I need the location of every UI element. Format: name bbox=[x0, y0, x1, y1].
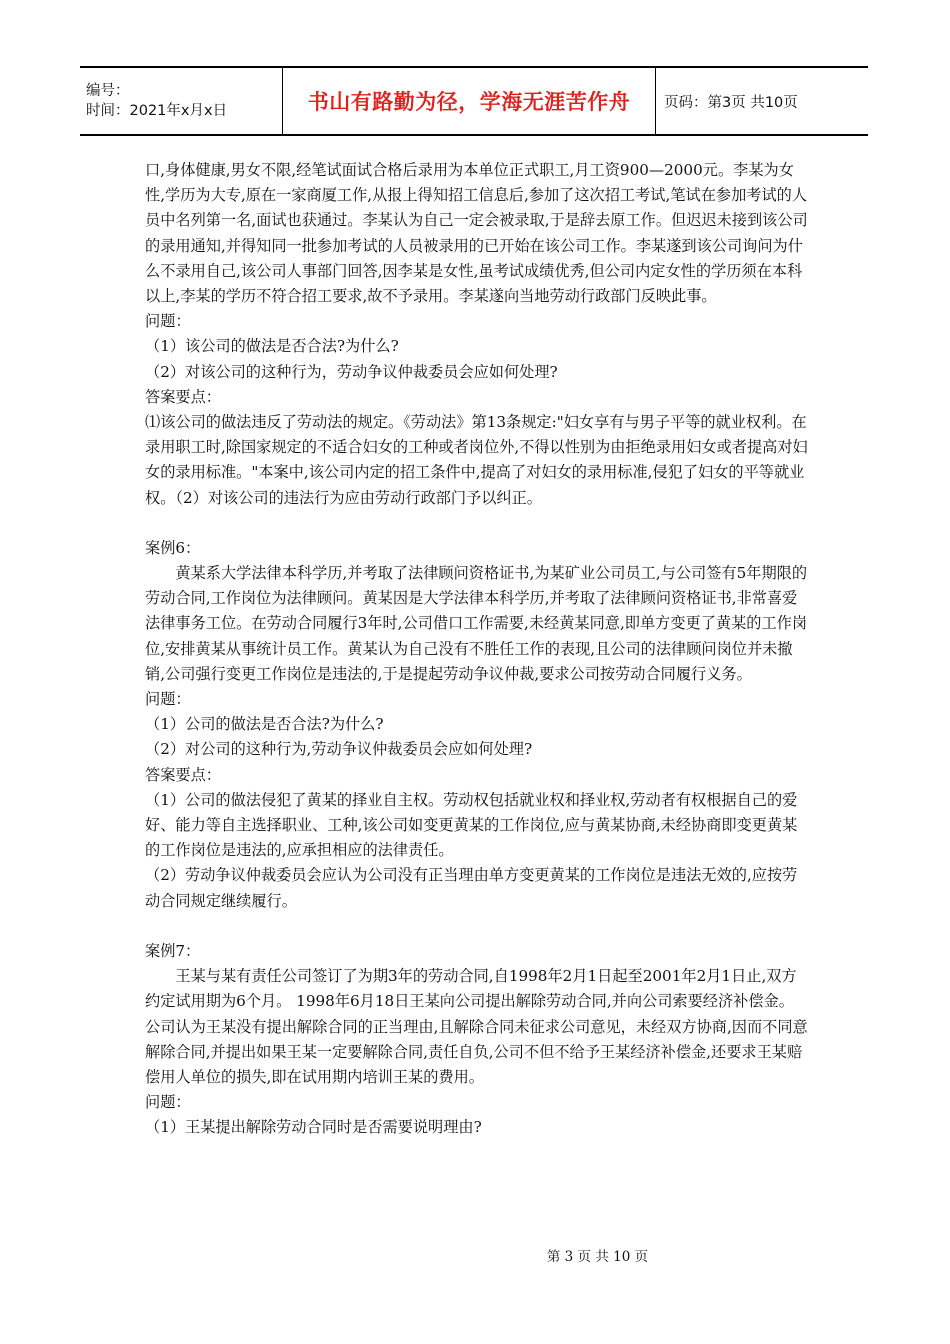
question-item: （2）对该公司的这种行为，劳动争议仲裁委员会应如何处理? bbox=[145, 362, 558, 381]
question-item: （1）该公司的做法是否合法?为什么? bbox=[145, 337, 399, 356]
page-header bbox=[80, 66, 868, 136]
page-footer bbox=[0, 1245, 950, 1265]
question-item: （1）公司的做法是否合法?为什么? bbox=[145, 715, 384, 734]
header-motto: 书山有路勤为径，学海无涯苦作舟 bbox=[283, 68, 656, 134]
answer-text: ⑴该公司的做法违反了劳动法的规定。《劳动法》第13条规定:"妇女享有与男子平等的就业权利。在录用职工时,除国家规定的不适合妇女的工种或者岗位外,不得以性别为由拒绝录用妇女或者提高对妇女的录用标准。"本案中,该公司内定的招工条件中,提高了对妇女的录用标准,侵犯了妇女的平等就业权。（2）对该公司的违法行为应由劳动行政部门予以纠正。 bbox=[145, 413, 808, 507]
question-label: 问题： bbox=[145, 690, 191, 709]
question-item: （1）王某提出解除劳动合同时是否需要说明理由? bbox=[145, 1118, 482, 1137]
answer-label: 答案要点： bbox=[145, 387, 221, 406]
number-label: 编号： bbox=[86, 83, 130, 99]
date-label: 时间：2021年x月x日 bbox=[86, 103, 228, 119]
answer-text: （1）公司的做法侵犯了黄某的择业自主权。劳动权包括就业权和择业权,劳动者有权根据自己的爱好、能力等自主选择职业、工种,该公司如变更黄某的工作岗位,应与黄某协商,未经协商即变更黄某的工作岗位是违法的,应承担相应的法律责任。 bbox=[145, 790, 798, 860]
footer-page-number: 第 3 页 共 10 页 bbox=[546, 1249, 649, 1265]
case-body: 王某与某有责任公司签订了为期3年的劳动合同,自1998年2月1日起至2001年2月1日止,双方约定试用期为6个月。 1998年6月18日王某向公司提出解除劳动合同,并向公司索要经济补偿金。公司认为王某没有提出解除合同的正当理由,且解除合同未征求公司意见，未经双方协商,因而不同意解除合同,并提出如果王某一定要解除合同,责任自负,公司不但不给予王某经济补偿金,还要求王某赔偿用人单位的损失,即在试用期内培训王某的费用。 bbox=[145, 967, 808, 1086]
case-title: 案例6： bbox=[145, 538, 201, 557]
spacer bbox=[145, 914, 809, 939]
question-label: 问题： bbox=[145, 1093, 191, 1112]
paragraph: 口,身体健康,男女不限,经笔试面试合格后录用为本单位正式职工,月工资900—2000元。李某为女性,学历为大专,原在一家商厦工作,从报上得知招工信息后,参加了这次招工考试,笔试在参加考试的人员中名列第一名,面试也获通过。李某认为自己一定会被录取,于是辞去原工作。但迟迟未接到该公司的录用通知,并得知同一批参加考试的人员被录用的已开始在该公司工作。李某遂到该公司询问为什么不录用自己,该公司人事部门回答,因李某是女性,虽考试成绩优秀,但公司内定女性的学历须在本科以上,李某的学历不符合招工要求,故不予录用。李某遂向当地劳动行政部门反映此事。 bbox=[145, 161, 808, 306]
case-title: 案例7： bbox=[145, 941, 201, 960]
answer-label: 答案要点： bbox=[145, 765, 221, 784]
spacer bbox=[145, 511, 809, 536]
answer-text: （2）劳动争议仲裁委员会应认为公司没有正当理由单方变更黄某的工作岗位是违法无效的,应按劳动合同规定继续履行。 bbox=[145, 866, 798, 910]
header-meta bbox=[80, 68, 283, 134]
question-item: （2）对公司的这种行为,劳动争议仲裁委员会应如何处理? bbox=[145, 740, 533, 759]
header-page-info: 页码：第3页 共10页 bbox=[664, 94, 798, 111]
case-body: 黄某系大学法律本科学历,并考取了法律顾问资格证书,为某矿业公司员工,与公司签有5年期限的劳动合同,工作岗位为法律顾问。黄某因是大学法律本科学历,并考取了法律顾问资格证书,非常喜爱法律事务工位。在劳动合同履行3年时,公司借口工作需要,未经黄某同意,即单方变更了黄某的工作岗位,安排黄某从事统计员工作。黄某认为自己没有不胜任工作的表现,且公司的法律顾问岗位并未撤销,公司强行变更工作岗位是违法的,于是提起劳动争议仲裁,要求公司按劳动合同履行义务。 bbox=[145, 564, 808, 683]
question-label: 问题： bbox=[145, 312, 191, 331]
document-body bbox=[145, 158, 809, 1141]
